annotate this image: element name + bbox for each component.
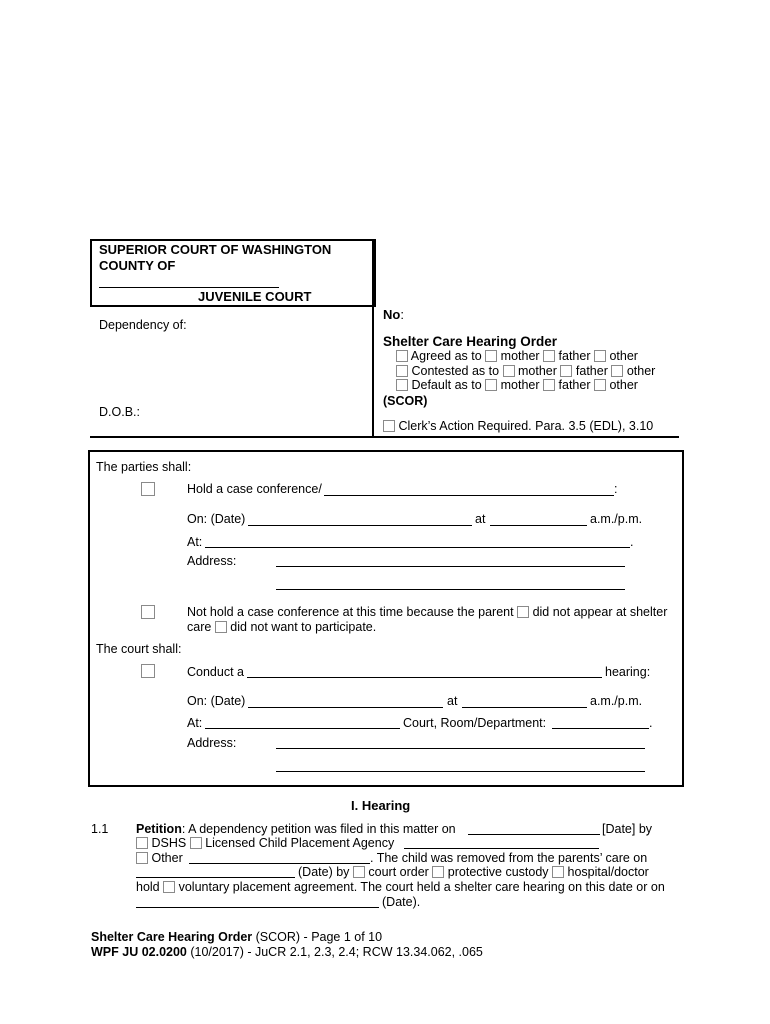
- hearing-date-end: (Date).: [382, 895, 421, 909]
- court-order-checkbox[interactable]: [353, 866, 365, 878]
- court-name-line1: SUPERIOR COURT OF WASHINGTON: [99, 242, 332, 257]
- default-checkbox[interactable]: [396, 379, 408, 391]
- court-name-line2: COUNTY OF: [99, 258, 176, 273]
- room-period: .: [649, 716, 653, 730]
- room-department-blank[interactable]: [552, 728, 649, 729]
- petition-row: [136, 822, 456, 836]
- conf-location-period: .: [630, 535, 634, 549]
- conf-at-label: at: [475, 512, 486, 526]
- caption-divider: [90, 305, 374, 307]
- contested-label: Contested as to: [411, 364, 500, 378]
- case-number-label: [383, 307, 404, 322]
- contested-mother-label: mother: [518, 364, 557, 378]
- protective-custody-label: protective custody: [447, 865, 549, 879]
- not-hold-conference-checkbox[interactable]: [141, 605, 155, 619]
- agreed-father-checkbox[interactable]: [543, 350, 555, 362]
- county-blank[interactable]: [99, 287, 279, 288]
- agreed-label: Agreed as to: [410, 349, 482, 363]
- petition-date-blank[interactable]: [468, 834, 600, 835]
- court-shall-label: The court shall:: [96, 642, 182, 656]
- contested-other-label: other: [626, 364, 656, 378]
- petition-date-by: [Date] by: [602, 822, 653, 836]
- para-1-1-number: 1.1: [91, 822, 109, 836]
- footer-form-number: WPF JU 02.0200: [91, 945, 187, 959]
- hearing-at-label: at: [447, 694, 458, 708]
- hold-text: hold: [136, 880, 160, 894]
- not-want-checkbox[interactable]: [215, 621, 227, 633]
- conf-address-label: Address:: [187, 554, 237, 568]
- not-hold-row: [187, 605, 667, 619]
- contested-other-checkbox[interactable]: [611, 365, 623, 377]
- hearing-type-blank[interactable]: [247, 677, 602, 678]
- licensed-agency-label: Licensed Child Placement Agency: [205, 836, 395, 850]
- hearing-court-blank[interactable]: [205, 728, 400, 729]
- not-want-text: did not want to participate.: [230, 620, 377, 634]
- licensed-agency-checkbox[interactable]: [190, 837, 202, 849]
- court-room-label: Court, Room/Department:: [403, 716, 547, 730]
- parties-shall-label: The parties shall:: [96, 460, 192, 474]
- agreed-row: [396, 349, 638, 363]
- footer-title-rest: (SCOR) - Page 1 of 10: [252, 930, 383, 944]
- default-mother-checkbox[interactable]: [485, 379, 497, 391]
- parent-not-appear-checkbox[interactable]: [517, 606, 529, 618]
- form-title: Shelter Care Hearing Order: [383, 334, 558, 349]
- voluntary-text: voluntary placement agreement. The court held a shelter care hearing on this date or on: [178, 880, 665, 894]
- care-text: care: [187, 620, 212, 634]
- default-mother-label: mother: [500, 378, 540, 392]
- agreed-other-checkbox[interactable]: [594, 350, 606, 362]
- hearing-address-label: Address:: [187, 736, 237, 750]
- footer-title: [91, 930, 382, 944]
- conf-date-blank[interactable]: [248, 525, 472, 526]
- conf-on-date-label: On: (Date): [187, 512, 246, 526]
- section-hearing-title: I. Hearing: [351, 798, 411, 813]
- removal-row: [298, 865, 649, 879]
- hold-conference-label: Hold a case conference/: [187, 482, 322, 496]
- default-other-checkbox[interactable]: [594, 379, 606, 391]
- other-petitioner-row: [136, 851, 183, 865]
- contested-mother-checkbox[interactable]: [503, 365, 515, 377]
- clerk-action-label: Clerk’s Action Required. Para. 3.5 (EDL), 3.10: [398, 419, 654, 433]
- hearing-label: hearing:: [605, 665, 651, 679]
- default-label: Default as to: [411, 378, 482, 392]
- dshs-label: DSHS: [151, 836, 187, 850]
- conduct-hearing-checkbox[interactable]: [141, 664, 155, 678]
- agreed-checkbox[interactable]: [396, 350, 408, 362]
- default-other-label: other: [609, 378, 638, 392]
- court-order-label: court order: [368, 865, 429, 879]
- default-father-label: father: [558, 378, 591, 392]
- footer-form-rest: (10/2017) - JuCR 2.1, 2.3, 2.4; RCW 13.34.062, .065: [186, 945, 483, 959]
- other-petitioner-label: Other: [151, 851, 183, 865]
- hearing-address-line2[interactable]: [276, 771, 645, 772]
- hearing-address-line1[interactable]: [276, 748, 645, 749]
- petition-text: : A dependency petition was filed in this matter on: [181, 822, 456, 836]
- conf-at-location-label: At:: [187, 535, 203, 549]
- agreed-mother-checkbox[interactable]: [485, 350, 497, 362]
- juvenile-court-label: JUVENILE COURT: [198, 289, 312, 304]
- other-petitioner-blank[interactable]: [189, 863, 370, 864]
- footer-title-bold: Shelter Care Hearing Order: [91, 930, 253, 944]
- clerk-action-checkbox[interactable]: [383, 420, 395, 432]
- agreed-father-label: father: [558, 349, 591, 363]
- contested-checkbox[interactable]: [396, 365, 408, 377]
- voluntary-placement-checkbox[interactable]: [163, 881, 175, 893]
- removal-date-by: (Date) by: [298, 865, 350, 879]
- default-row: [396, 378, 638, 392]
- conf-address-line2[interactable]: [276, 589, 625, 590]
- not-appear-text: did not appear at shelter: [532, 605, 668, 619]
- petitioner-row: [136, 836, 394, 850]
- hearing-on-date-label: On: (Date): [187, 694, 246, 708]
- caption-vertical-rule: [372, 239, 374, 437]
- licensed-agency-blank[interactable]: [404, 848, 599, 849]
- conf-address-line1[interactable]: [276, 566, 625, 567]
- footer-form-citation: [91, 945, 483, 959]
- contested-row: [396, 364, 655, 378]
- conference-type-blank[interactable]: [324, 495, 614, 496]
- case-no-colon: :: [400, 307, 404, 322]
- petition-label: Petition: [136, 822, 182, 836]
- form-abbreviation: (SCOR): [383, 394, 428, 408]
- not-want-row: [187, 620, 376, 634]
- contested-father-label: father: [575, 364, 608, 378]
- hearing-ampm-label: a.m./p.m.: [590, 694, 643, 708]
- protective-custody-checkbox[interactable]: [432, 866, 444, 878]
- voluntary-row: [136, 880, 665, 894]
- clerk-action-row: [383, 419, 653, 433]
- hold-conference-colon: :: [614, 482, 618, 496]
- not-hold-text: Not hold a case conference at this time because the parent: [187, 605, 514, 619]
- agreed-mother-label: mother: [500, 349, 540, 363]
- other-petitioner-checkbox[interactable]: [136, 852, 148, 864]
- default-father-checkbox[interactable]: [543, 379, 555, 391]
- hearing-date-blank-end[interactable]: [136, 907, 379, 908]
- conf-ampm-label: a.m./p.m.: [590, 512, 643, 526]
- case-no-text: No: [383, 307, 401, 322]
- caption-bottom-rule: [90, 436, 679, 438]
- agreed-other-label: other: [609, 349, 638, 363]
- dependency-label: Dependency of:: [99, 318, 187, 332]
- hearing-time-blank[interactable]: [462, 707, 587, 708]
- hearing-at-location-label: At:: [187, 716, 203, 730]
- removed-text: . The child was removed from the parents’ care on: [370, 851, 648, 865]
- hold-conference-checkbox[interactable]: [141, 482, 155, 496]
- dshs-checkbox[interactable]: [136, 837, 148, 849]
- conf-time-blank[interactable]: [490, 525, 587, 526]
- hospital-hold-label: hospital/doctor: [567, 865, 649, 879]
- hearing-date-blank[interactable]: [248, 707, 443, 708]
- hospital-hold-checkbox[interactable]: [552, 866, 564, 878]
- contested-father-checkbox[interactable]: [560, 365, 572, 377]
- conf-location-blank[interactable]: [205, 547, 630, 548]
- removal-date-blank[interactable]: [136, 877, 295, 878]
- dob-label: D.O.B.:: [99, 405, 140, 419]
- conduct-label: Conduct a: [187, 665, 244, 679]
